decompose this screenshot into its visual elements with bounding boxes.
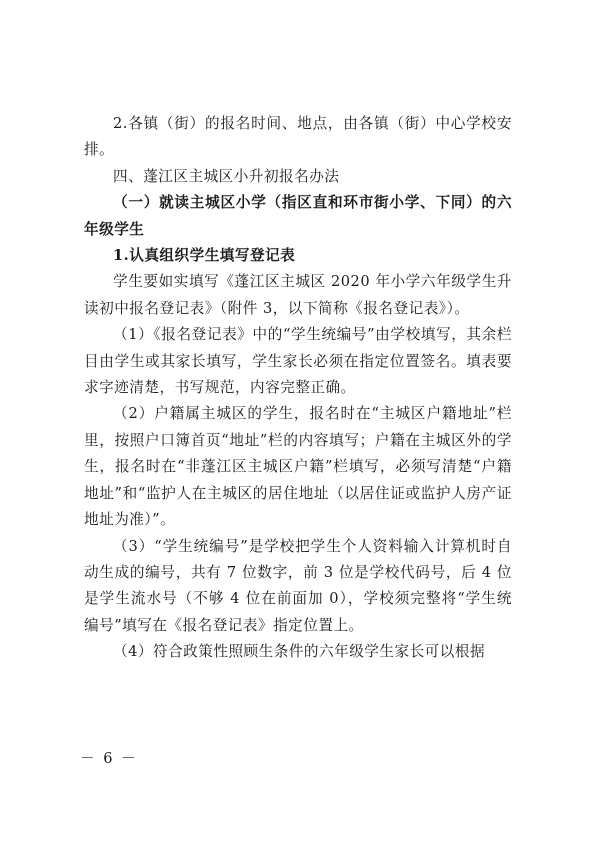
item-heading-1: 1.认真组织学生填写登记表 — [113, 247, 296, 265]
paragraph-rule-4: （4）符合政策性照顾生条件的六年级学生家长可以根据 — [113, 643, 486, 661]
paragraph-rule-1: （1）《报名登记表》中的“学生统编号”由学校填写，其余栏目由学生或其家长填写，学生家长必须在指定位置签名。填表要求字迹清楚，书写规范，内容完整正确。 — [84, 326, 512, 397]
paragraph-rule-2: （2）户籍属主城区的学生，报名时在“主城区户籍地址”栏里，按照户口簿首页“地址”栏的内容填写；户籍在主城区外的学生，报名时在“非蓬江区主城区户籍”栏填写，必须写清楚“户籍地址”和“监护人在主城区的居住地址（以居住证或监护人房产证地址为准）”。 — [84, 405, 512, 529]
document-body — [84, 111, 512, 666]
paragraph-rule-3: （3）“学生统编号”是学校把学生个人资料输入计算机时自动生成的编号，共有 7 位数字，前 3 位是学校代码号，后 4 位是学生流水号（不够 4 位在前面加 0），学校须完整将“学生统编号”填写在《报名登记表》指定位置上。 — [84, 537, 512, 634]
section-heading-4: 四、蓬江区主城区小升初报名办法 — [113, 167, 340, 185]
paragraph-fill-form: 学生要如实填写《蓬江区主城区 2020 年小学六年级学生升读初中报名登记表》（附件 3，以下简称《报名登记表》）。 — [84, 273, 512, 317]
page-number: － 6 － — [80, 750, 138, 767]
paragraph-registration-schedule: 2.各镇（街）的报名时间、地点，由各镇（街）中心学校安排。 — [84, 115, 512, 159]
subsection-heading-1: （一）就读主城区小学（指区直和环市街小学、下同）的六年级学生 — [84, 194, 512, 238]
